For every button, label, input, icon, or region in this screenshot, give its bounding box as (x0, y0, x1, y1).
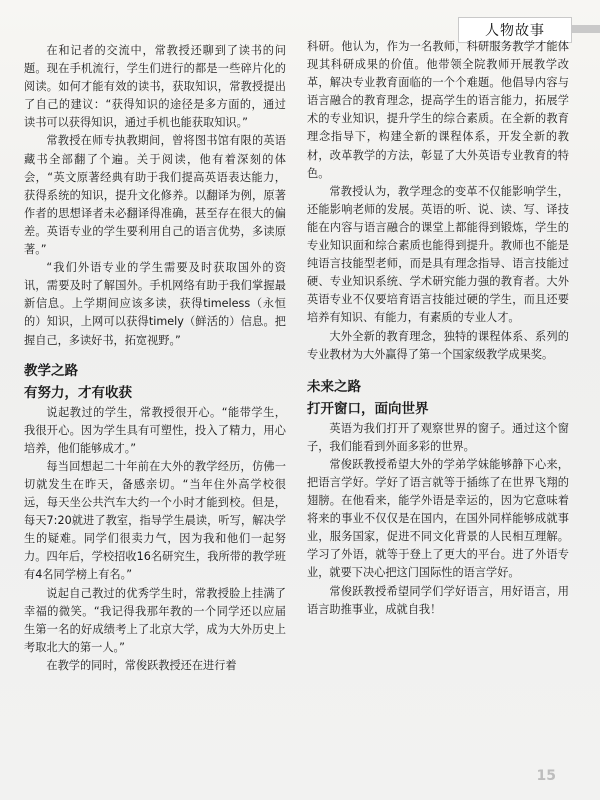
paragraph: 常教授认为，教学理念的变革不仅能影响学生，还能影响老师的发展。英语的听、说、读、写、译技能在内容与语言融合的课堂上都能得到锻炼，学生的专业知识面和综合素质也能得到提升。教师也不能是纯语言技能型老师，而是具有理念指导、语言技能过硬、专业知识系统、学术研究能力强的教育者。大外英语专业不仅要培育语言技能过硬的学生，而且还要培养有知识、有能力，有素质的专业人才。 (307, 184, 569, 325)
spacer (307, 364, 569, 376)
paragraph: 大外全新的教育理念，独特的课程体系、系列的专业教材为大外赢得了第一个国家级教学成果奖。 (307, 329, 569, 361)
section-subheading: 有努力，才有收获 (24, 384, 132, 401)
paragraph: 在教学的同时，常俊跃教授还在进行着 (46, 658, 237, 672)
paragraph: “我们外语专业的学生需要及时获取国外的资讯，需要及时了解国外。手机网络有助于我们掌握最新信息。上学期间应该多读，获得timeless（永恒的）知识，上网可以获得timely（鲜活的）信息。把握自己，多读好书，拓宽视野。” (24, 261, 286, 347)
paragraph: 说起自己教过的优秀学生时，常教授脸上挂满了幸福的微笑。“我记得我那年教的一个同学还以应届生第一名的好成绩考上了北京大学，成为大外历史上考取北大的第一人。” (24, 586, 286, 654)
section-heading: 未来之路 (307, 378, 361, 395)
paragraph: 常教授在师专执教期间，曾将图书馆有限的英语藏书全部翻了个遍。关于阅读，他有着深刻的体会，“英文原著经典有助于我们提高英语表达能力，获得系统的知识，提升文化修养。以翻译为例，原著作者的思想译者未必翻译得准确，甚至存在很大的偏差。英语专业的学生要利用自己的语言优势，多读原著。” (24, 134, 286, 257)
paragraph: 常俊跃教授希望大外的学弟学妹能够静下心来，把语言学好。学好了语言就等于插练了在世界飞翔的翅膀。在他看来，能学外语是幸运的，因为它意味着将来的事业不仅仅是在国内，在国外同样能够成就事业，服务国家，促进不同文化背景的人民相互理解。学习了外语，就等于登上了更大的平台。进了外语专业，就要下决心把这门国际性的语言学好。 (307, 457, 569, 580)
section-subheading: 打开窗口，面向世界 (307, 400, 429, 417)
section-tab-label: 人物故事 (485, 23, 545, 39)
paragraph: 在和记者的交流中，常教授还聊到了读书的问题。现在手机流行，学生们进行的都是一些碎片化的阅读。如何才能有效的读书，获取知识，常教授提出了自己的建议：“获得知识的途径是多方面的，通过读书可以获得知识，通过手机也能获取知识。” (24, 44, 286, 130)
header-accent-bar (572, 25, 600, 33)
paragraph: 科研。他认为，作为一名教师，科研服务教学才能体现其科研成果的价值。他带领全院教师开展教学改革，解决专业教育面临的一个个难题。他倡导内容与语言融合的教育理念，提高学生的语言能力，拓展学术的专业知识，提升学生的综合素质。在全新的教育理念指导下，构建全新的课程体系，开发全新的教材，改革教学的方法，彰显了大外英语专业教育的特色。 (307, 40, 569, 180)
paragraph: 每当回想起二十年前在大外的教学经历，仿佛一切就发生在昨天，备感亲切。“当年住外高学校很远，每天坐公共汽车大约一个小时才能到校。但是，每天7:20就进了教室，指导学生晨读，听写，解决学生的疑难。同学们很卖力气，因为我和他们一起努力。四年后，学校招收16名研究生，我所带的教学班有4名同学榜上有名。” (24, 459, 286, 582)
page-number: 15 (536, 768, 556, 784)
section-heading: 教学之路 (24, 362, 78, 379)
right-column (307, 38, 569, 778)
left-column (24, 42, 286, 782)
paragraph: 常俊跃教授希望同学们学好语言，用好语言，用语言助推事业，成就自我！ (307, 584, 569, 616)
paragraph: 说起教过的学生，常教授很开心。“能带学生，我很开心。因为学生具有可塑性，投入了精力，用心培养，他们能够成才。” (24, 405, 286, 455)
paragraph: 英语为我们打开了观察世界的窗子。通过这个窗子，我们能看到外面多彩的世界。 (307, 421, 569, 453)
